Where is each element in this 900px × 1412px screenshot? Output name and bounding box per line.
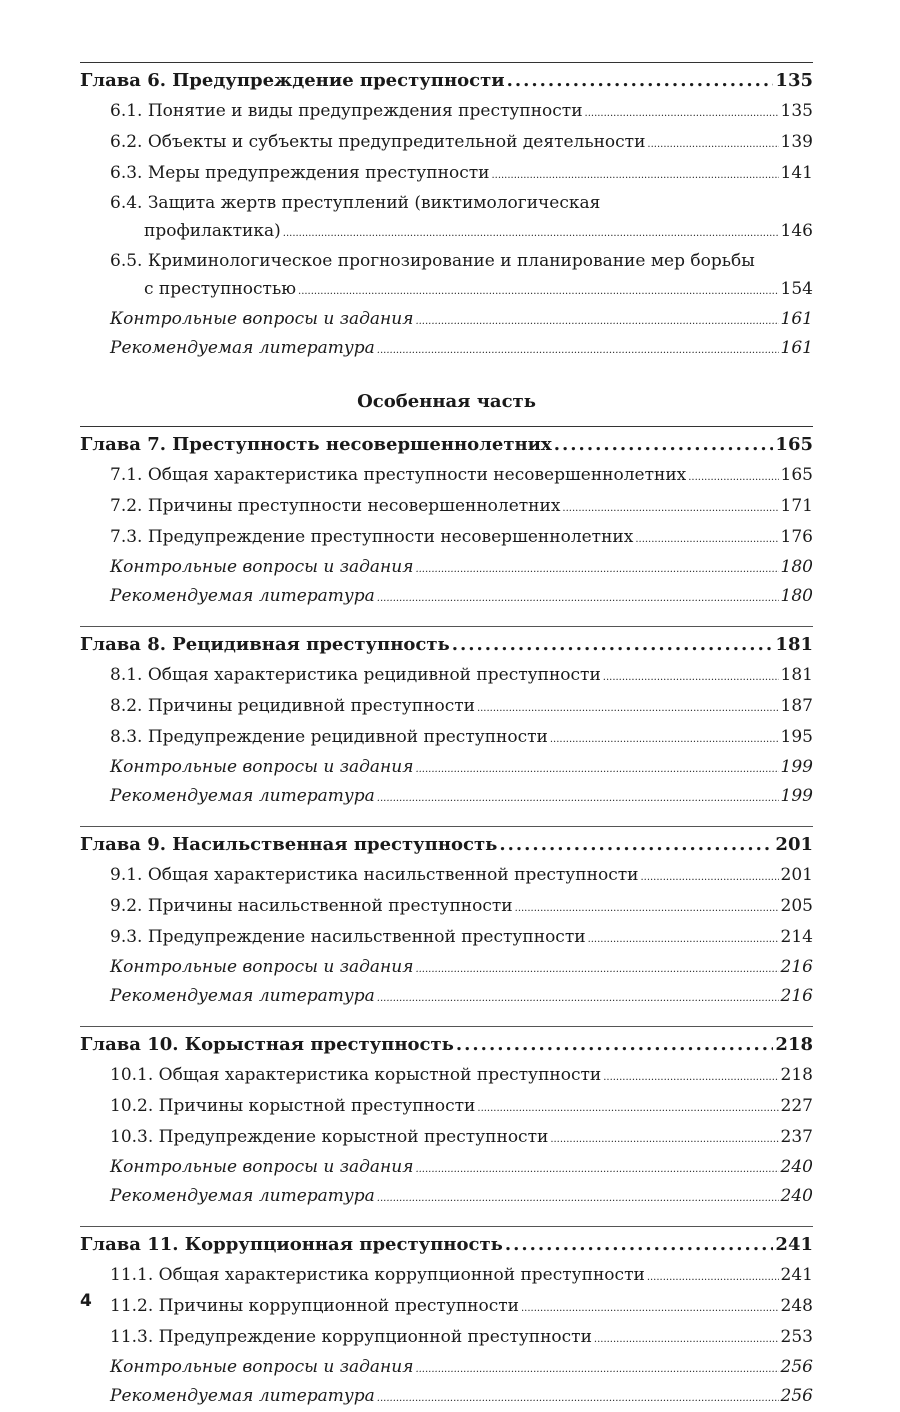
questions-title: Контрольные вопросы и задания [110, 1157, 414, 1177]
leader-dots [415, 1354, 778, 1383]
chapter-title: Глава 7. Преступность несовершеннолетних [80, 434, 552, 455]
page-ref: 216 [780, 957, 813, 977]
section-title: 8.3. Предупреждение рецидивной преступности [110, 727, 548, 747]
page-ref: 154 [780, 279, 813, 299]
chapter-8-entry[interactable] [80, 626, 813, 661]
page-ref: 141 [780, 163, 813, 183]
section-title: 7.3. Предупреждение преступности несовершеннолетних [110, 527, 634, 547]
leader-dots [377, 335, 779, 364]
page-ref: 180 [780, 557, 813, 577]
literature-entry[interactable] [80, 1383, 813, 1412]
section-title: 11.2. Причины коррупционной преступности [110, 1296, 519, 1316]
chapter-11-entry[interactable] [80, 1226, 813, 1261]
page-ref: 240 [780, 1157, 813, 1177]
chapters-list [80, 426, 813, 1412]
chapter-title: Глава 8. Рецидивная преступность [80, 634, 450, 655]
leader-dots [603, 661, 779, 692]
questions-entry[interactable] [80, 954, 813, 983]
questions-entry[interactable] [80, 1154, 813, 1183]
page-ref: 240 [780, 1186, 813, 1206]
page-ref: 253 [780, 1327, 813, 1347]
leader-dots [550, 723, 779, 754]
section-entry[interactable] [80, 1061, 813, 1092]
part-title: Особенная часть [357, 391, 536, 412]
literature-title: Рекомендуемая литература [110, 1386, 375, 1406]
section-title: 8.1. Общая характеристика рецидивной преступности [110, 665, 601, 685]
questions-title: Контрольные вопросы и задания [110, 557, 414, 577]
section-entry[interactable] [80, 1123, 813, 1154]
leader-dots [554, 429, 774, 461]
page-ref: 256 [780, 1386, 813, 1406]
page-ref: 214 [780, 927, 813, 947]
page-ref: 241 [775, 1234, 813, 1255]
section-entry[interactable] [80, 923, 813, 954]
section-entry[interactable] [80, 492, 813, 523]
section-entry[interactable] [80, 723, 813, 754]
page-ref: 146 [780, 221, 813, 241]
literature-entry[interactable] [80, 335, 813, 364]
chapter-title: Глава 9. Насильственная преступность [80, 834, 498, 855]
section-title: 7.2. Причины преступности несовершеннолетних [110, 496, 561, 516]
page-ref: 135 [780, 101, 813, 121]
literature-entry[interactable] [80, 1183, 813, 1212]
questions-title: Контрольные вопросы и задания [110, 957, 414, 977]
page-ref: 171 [780, 496, 813, 516]
section-entry[interactable] [80, 128, 813, 159]
literature-title: Рекомендуемая литература [110, 586, 375, 606]
section-title: 6.3. Меры предупреждения преступности [110, 163, 490, 183]
chapter-7-entry[interactable] [80, 426, 813, 461]
page-ref: 165 [780, 465, 813, 485]
page-ref: 199 [780, 786, 813, 806]
page-ref: 187 [780, 696, 813, 716]
page-ref: 227 [780, 1096, 813, 1116]
leader-dots [550, 1123, 778, 1154]
leader-dots [415, 754, 778, 783]
section-entry[interactable] [80, 861, 813, 892]
leader-dots [377, 783, 779, 812]
page-ref: 195 [780, 727, 813, 747]
leader-dots [507, 65, 774, 97]
section-entry[interactable] [80, 892, 813, 923]
page-ref: 135 [775, 70, 813, 91]
section-entry[interactable] [80, 661, 813, 692]
section-entry[interactable] [80, 1292, 813, 1323]
section-title: 11.1. Общая характеристика коррупционной преступности [110, 1265, 645, 1285]
leader-dots [688, 461, 778, 492]
page-ref: 241 [780, 1265, 813, 1285]
leader-dots [647, 1261, 779, 1292]
section-title: профилактика) [144, 221, 281, 241]
page-ref: 180 [780, 586, 813, 606]
page-ref: 199 [780, 757, 813, 777]
leader-dots [377, 983, 779, 1012]
questions-entry[interactable] [80, 306, 813, 335]
literature-title: Рекомендуемая литература [110, 786, 375, 806]
page-ref: 218 [775, 1034, 813, 1055]
leader-dots [298, 275, 779, 306]
page-number: 4 [80, 1291, 92, 1311]
section-6-4-title-line1[interactable]: 6.4. Защита жертв преступлений (виктимологическая [110, 193, 601, 213]
chapter-title: Глава 10. Корыстная преступность [80, 1034, 454, 1055]
leader-dots [635, 523, 778, 554]
chapter-9-entry[interactable] [80, 826, 813, 861]
chapter-title: Глава 11. Коррупционная преступность [80, 1234, 503, 1255]
questions-title: Контрольные вопросы и задания [110, 757, 414, 777]
leader-dots [521, 1292, 779, 1323]
page-ref: 176 [780, 527, 813, 547]
page-ref: 165 [775, 434, 813, 455]
leader-dots [603, 1061, 778, 1092]
literature-title: Рекомендуемая литература [110, 338, 375, 358]
leader-dots [515, 892, 779, 923]
leader-dots [477, 1092, 778, 1123]
leader-dots [647, 128, 778, 159]
section-title: 9.3. Предупреждение насильственной преступности [110, 927, 586, 947]
page-ref: 181 [775, 634, 813, 655]
literature-title: Рекомендуемая литература [110, 1186, 375, 1206]
page-ref: 205 [780, 896, 813, 916]
section-title: 7.1. Общая характеристика преступности несовершеннолетних [110, 465, 687, 485]
questions-entry[interactable] [80, 754, 813, 783]
leader-dots [377, 1383, 779, 1412]
questions-entry[interactable] [80, 554, 813, 583]
leader-dots [588, 923, 779, 954]
table-of-contents [80, 62, 813, 1412]
page-ref: 218 [780, 1065, 813, 1085]
leader-dots [477, 692, 779, 723]
section-entry[interactable] [80, 1323, 813, 1354]
page-ref: 161 [780, 309, 813, 329]
section-entry[interactable] [80, 1092, 813, 1123]
literature-entry[interactable] [80, 583, 813, 612]
page-ref: 181 [780, 665, 813, 685]
page-ref: 216 [780, 986, 813, 1006]
page-ref: 237 [780, 1127, 813, 1147]
page-ref: 248 [780, 1296, 813, 1316]
questions-title: Контрольные вопросы и задания [110, 309, 414, 329]
section-entry[interactable] [80, 1261, 813, 1292]
section-title: 9.2. Причины насильственной преступности [110, 896, 513, 916]
questions-title: Контрольные вопросы и задания [110, 1357, 414, 1377]
section-6-5-title-line1[interactable]: 6.5. Криминологическое прогнозирование и планирование мер борьбы [110, 251, 755, 271]
leader-dots [640, 861, 778, 892]
leader-dots [491, 159, 778, 190]
chapter-10-entry[interactable] [80, 1026, 813, 1061]
section-entry[interactable] [80, 523, 813, 554]
chapter-6-entry[interactable] [80, 62, 813, 97]
page-ref: 201 [775, 834, 813, 855]
questions-entry[interactable] [80, 1354, 813, 1383]
section-entry[interactable] [80, 275, 813, 306]
literature-entry[interactable] [80, 783, 813, 812]
section-entry[interactable] [80, 692, 813, 723]
section-title: 10.1. Общая характеристика корыстной преступности [110, 1065, 602, 1085]
page-ref: 256 [780, 1357, 813, 1377]
leader-dots [283, 217, 779, 248]
leader-dots [377, 1183, 779, 1212]
literature-title: Рекомендуемая литература [110, 986, 375, 1006]
section-entry[interactable] [80, 159, 813, 190]
page-ref: 201 [780, 865, 813, 885]
section-entry[interactable] [80, 97, 813, 128]
literature-entry[interactable] [80, 983, 813, 1012]
leader-dots [452, 629, 774, 661]
leader-dots [505, 1229, 774, 1261]
leader-dots [456, 1029, 774, 1061]
leader-dots [415, 554, 778, 583]
leader-dots [585, 97, 779, 128]
leader-dots [415, 1154, 778, 1183]
section-title: 10.2. Причины корыстной преступности [110, 1096, 476, 1116]
page-ref: 139 [780, 132, 813, 152]
leader-dots [377, 583, 779, 612]
leader-dots [562, 492, 778, 523]
section-entry[interactable] [80, 461, 813, 492]
section-title: 11.3. Предупреждение коррупционной преступности [110, 1327, 592, 1347]
leader-dots [594, 1323, 779, 1354]
section-title: 9.1. Общая характеристика насильственной преступности [110, 865, 639, 885]
leader-dots [415, 306, 778, 335]
leader-dots [415, 954, 778, 983]
leader-dots [499, 829, 773, 861]
page-ref: 161 [780, 338, 813, 358]
section-title: 8.2. Причины рецидивной преступности [110, 696, 475, 716]
section-title: с преступностью [144, 279, 297, 299]
section-title: 6.1. Понятие и виды предупреждения преступности [110, 101, 583, 121]
section-entry[interactable] [80, 217, 813, 248]
section-title: 6.2. Объекты и субъекты предупредительной деятельности [110, 132, 646, 152]
chapter-title: Глава 6. Предупреждение преступности [80, 70, 505, 91]
section-title: 10.3. Предупреждение корыстной преступности [110, 1127, 549, 1147]
